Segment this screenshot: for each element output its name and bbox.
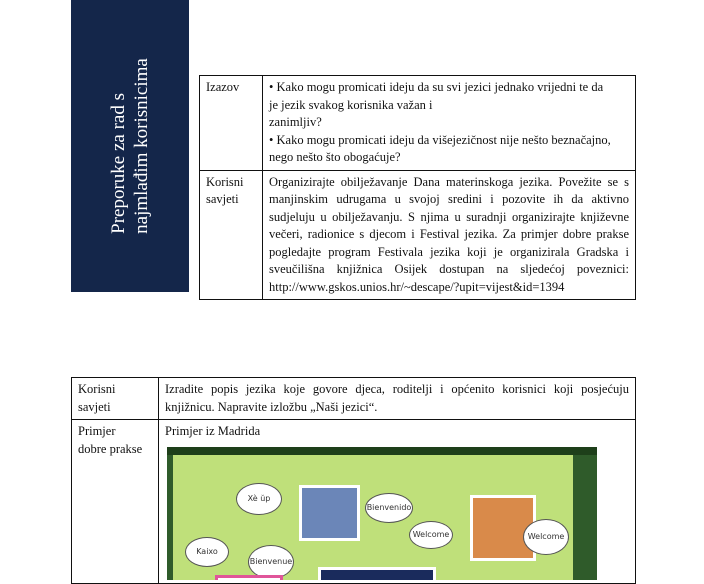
madrid-display-photo xyxy=(167,447,597,580)
table-row xyxy=(200,170,636,300)
bulletin-board xyxy=(173,455,573,580)
speech-bubble: Bienvenue xyxy=(248,545,294,579)
festival-link[interactable]: http://www.gskos.unios.hr/~descape/?upit=vijest&id=1394 xyxy=(269,279,565,294)
challenge-cell xyxy=(263,76,636,171)
row-label: Korisni savjeti xyxy=(200,170,263,300)
challenge-line: • Kako mogu promicati ideju da višejezičnost nije nešto beznačajno, xyxy=(269,132,611,147)
sidebar-title xyxy=(107,58,153,234)
speech-bubble: Welcome xyxy=(523,519,569,555)
board-border xyxy=(167,447,597,455)
challenge-table xyxy=(199,75,636,300)
tips-table xyxy=(71,377,636,584)
speech-bubble: Kaixo xyxy=(185,537,229,567)
sidebar-title-line2: najmlađim korisnicima xyxy=(131,58,152,234)
challenge-line: zanimljiv? xyxy=(269,115,322,129)
example-cell xyxy=(159,420,636,584)
row-label: Primjer dobre prakse xyxy=(72,420,159,584)
speech-bubble: Welcome xyxy=(409,521,453,549)
challenge-line: nego nešto što obogaćuje? xyxy=(269,150,401,164)
pink-frame xyxy=(215,575,283,580)
tips-cell xyxy=(263,170,636,300)
speech-bubble: Xè ŭp xyxy=(236,483,282,515)
challenge-line: je jezik svakog korisnika važan i xyxy=(269,97,433,112)
tips-text: Izradite popis jezika koje govore djeca, roditelji i općenito korisnici koji posjećuju knjižnicu. Napravite izložbu „Naši jezici“. xyxy=(165,382,629,414)
table-row xyxy=(200,76,636,171)
section-sidebar xyxy=(71,0,189,292)
sidebar-title-line1: Preporuke za rad s xyxy=(108,93,129,234)
children-photo xyxy=(299,485,360,541)
row-label: Korisni savjeti xyxy=(72,378,159,420)
table-row xyxy=(72,378,636,420)
world-map-poster xyxy=(318,567,436,580)
row-label: Izazov xyxy=(200,76,263,171)
table-row xyxy=(72,420,636,584)
speech-bubble: Bienvenido xyxy=(365,493,413,523)
tips-cell xyxy=(159,378,636,420)
tips-text: Organizirajte obilježavanje Dana materinskoga jezika. Povežite se s manjinskim udrugama u svojoj sredini i pozovite ih da aktivno sudjeluju u obilježavanju. S njima u suradnji organizirajte književne večeri, radionice s djecom i Festival jezika. Za primjer dobre prakse pogledajte program Festivala jezika koji je organizirala Gradska i sveučilišna knjižnica Osijek dostupan na sljedećoj poveznici: xyxy=(269,174,629,276)
example-heading: Primjer iz Madrida xyxy=(165,424,261,438)
challenge-line: • Kako mogu promicati ideju da su svi jezici jednako vrijedni te da xyxy=(269,80,604,94)
